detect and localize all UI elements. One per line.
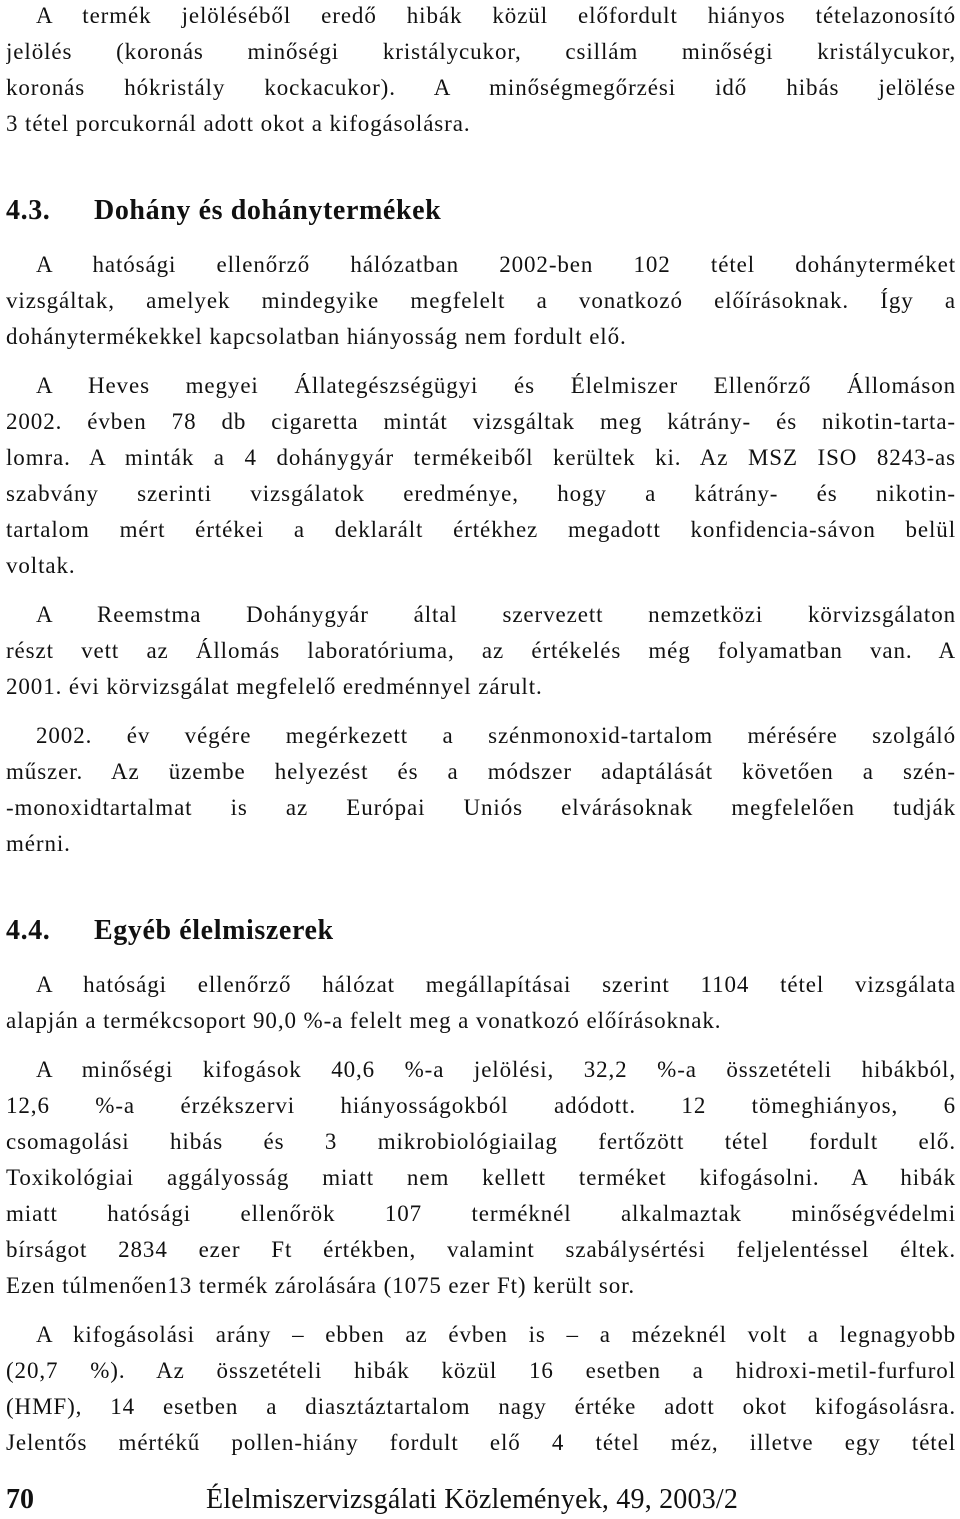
text-line: 3 tétel porcukornál adott okot a kifogásolásra.	[6, 111, 471, 136]
text-line: bírságot 2834 ezer Ft értékben, valamint szabálysértési feljelentéssel éltek.	[6, 1237, 956, 1262]
text-line: alapján a termékcsoport 90,0 %-a felelt meg a vonatkozó előírásoknak.	[6, 1008, 722, 1033]
text-line: 12,6 %-a érzékszervi hiányosságokból adódott. 12 tömeghiányos, 6	[6, 1093, 956, 1118]
text-line: A hatósági ellenőrző hálózat megállapításai szerint 1104 tétel vizsgálata	[36, 972, 956, 997]
page-number: 70	[6, 1484, 34, 1515]
text-line: koronás hókristály kockacukor). A minőségmegőrzési idő hibás jelölése	[6, 75, 956, 100]
text-line: -monoxidtartalmat is az Európai Uniós elvárásoknak megfelelően tudják	[6, 795, 956, 820]
text-line: A termék jelöléséből eredő hibák közül előfordult hiányos tételazonosító	[36, 3, 956, 28]
text-line: 2002. év végére megérkezett a szénmonoxid-tartalom mérésére szolgáló	[36, 723, 956, 748]
text-line: (HMF), 14 esetben a diasztáztartalom nagy értéke adott okot kifogásolásra.	[6, 1394, 956, 1419]
text-line: Jelentős mértékű pollen-hiány fordult elő 4 tétel méz, illetve egy tétel	[6, 1430, 956, 1455]
text-line: A Heves megyei Állategészségügyi és Élelmiszer Ellenőrző Állomáson	[36, 373, 956, 398]
text-line: csomagolási hibás és 3 mikrobiológiailag fertőzött tétel fordult elő.	[6, 1129, 956, 1154]
section-number: 4.4.	[6, 915, 51, 946]
text-line: voltak.	[6, 553, 76, 578]
text-line: Ezen túlmenően13 termék zárolására (1075 ezer Ft) került sor.	[6, 1273, 636, 1298]
text-line: (20,7 %). Az összetételi hibák közül 16 esetben a hidroxi-metil-furfurol	[6, 1358, 956, 1383]
section-title: Egyéb élelmiszerek	[94, 915, 334, 946]
section-title: Dohány és dohánytermékek	[94, 195, 442, 226]
text-line: jelölés (koronás minőségi kristálycukor, csillám minőségi kristálycukor,	[6, 39, 956, 64]
text-line: lomra. A minták a 4 dohánygyár termékeiből kerültek ki. Az MSZ ISO 8243-as	[6, 445, 956, 470]
text-line: A minőségi kifogások 40,6 %-a jelölési, 32,2 %-a összetételi hibákból,	[36, 1057, 956, 1082]
text-line: Toxikológiai aggályosság miatt nem kellett terméket kifogásolni. A hibák	[6, 1165, 956, 1190]
section-heading	[6, 195, 441, 227]
text-line: részt vett az Állomás laboratóriuma, az értékelés még folyamatban van. A	[6, 638, 956, 663]
section-number: 4.3.	[6, 195, 51, 226]
text-line: mérni.	[6, 831, 71, 856]
text-line: 2002. évben 78 db cigaretta mintát vizsgáltak meg kátrány- és nikotin-tarta-	[6, 409, 956, 434]
journal-citation: Élelmiszervizsgálati Közlemények, 49, 2003/2	[206, 1484, 739, 1515]
text-line: műszer. Az üzembe helyezést és a módszer adaptálását követően a szén-	[6, 759, 956, 784]
text-line: szabvány szerinti vizsgálatok eredménye, hogy a kátrány- és nikotin-	[6, 481, 956, 506]
text-line: dohánytermékekkel kapcsolatban hiányosság nem fordult elő.	[6, 324, 627, 349]
text-line: vizsgáltak, amelyek mindegyike megfelelt a vonatkozó előírásoknak. Így a	[6, 288, 956, 313]
text-line: tartalom mért értékei a deklarált értékhez megadott konfidencia-sávon belül	[6, 517, 956, 542]
text-line: 2001. évi körvizsgálat megfelelő eredménnyel zárult.	[6, 674, 543, 699]
text-line: A hatósági ellenőrző hálózatban 2002-ben 102 tétel dohányterméket	[36, 252, 956, 277]
text-line: A kifogásolási arány – ebben az évben is – a mézeknél volt a legnagyobb	[36, 1322, 956, 1347]
page-footer	[6, 1484, 956, 1516]
section-heading	[6, 915, 334, 947]
text-line: A Reemstma Dohánygyár által szervezett nemzetközi körvizsgálaton	[36, 602, 956, 627]
text-line: miatt hatósági ellenőrök 107 terméknél alkalmaztak minőségvédelmi	[6, 1201, 956, 1226]
